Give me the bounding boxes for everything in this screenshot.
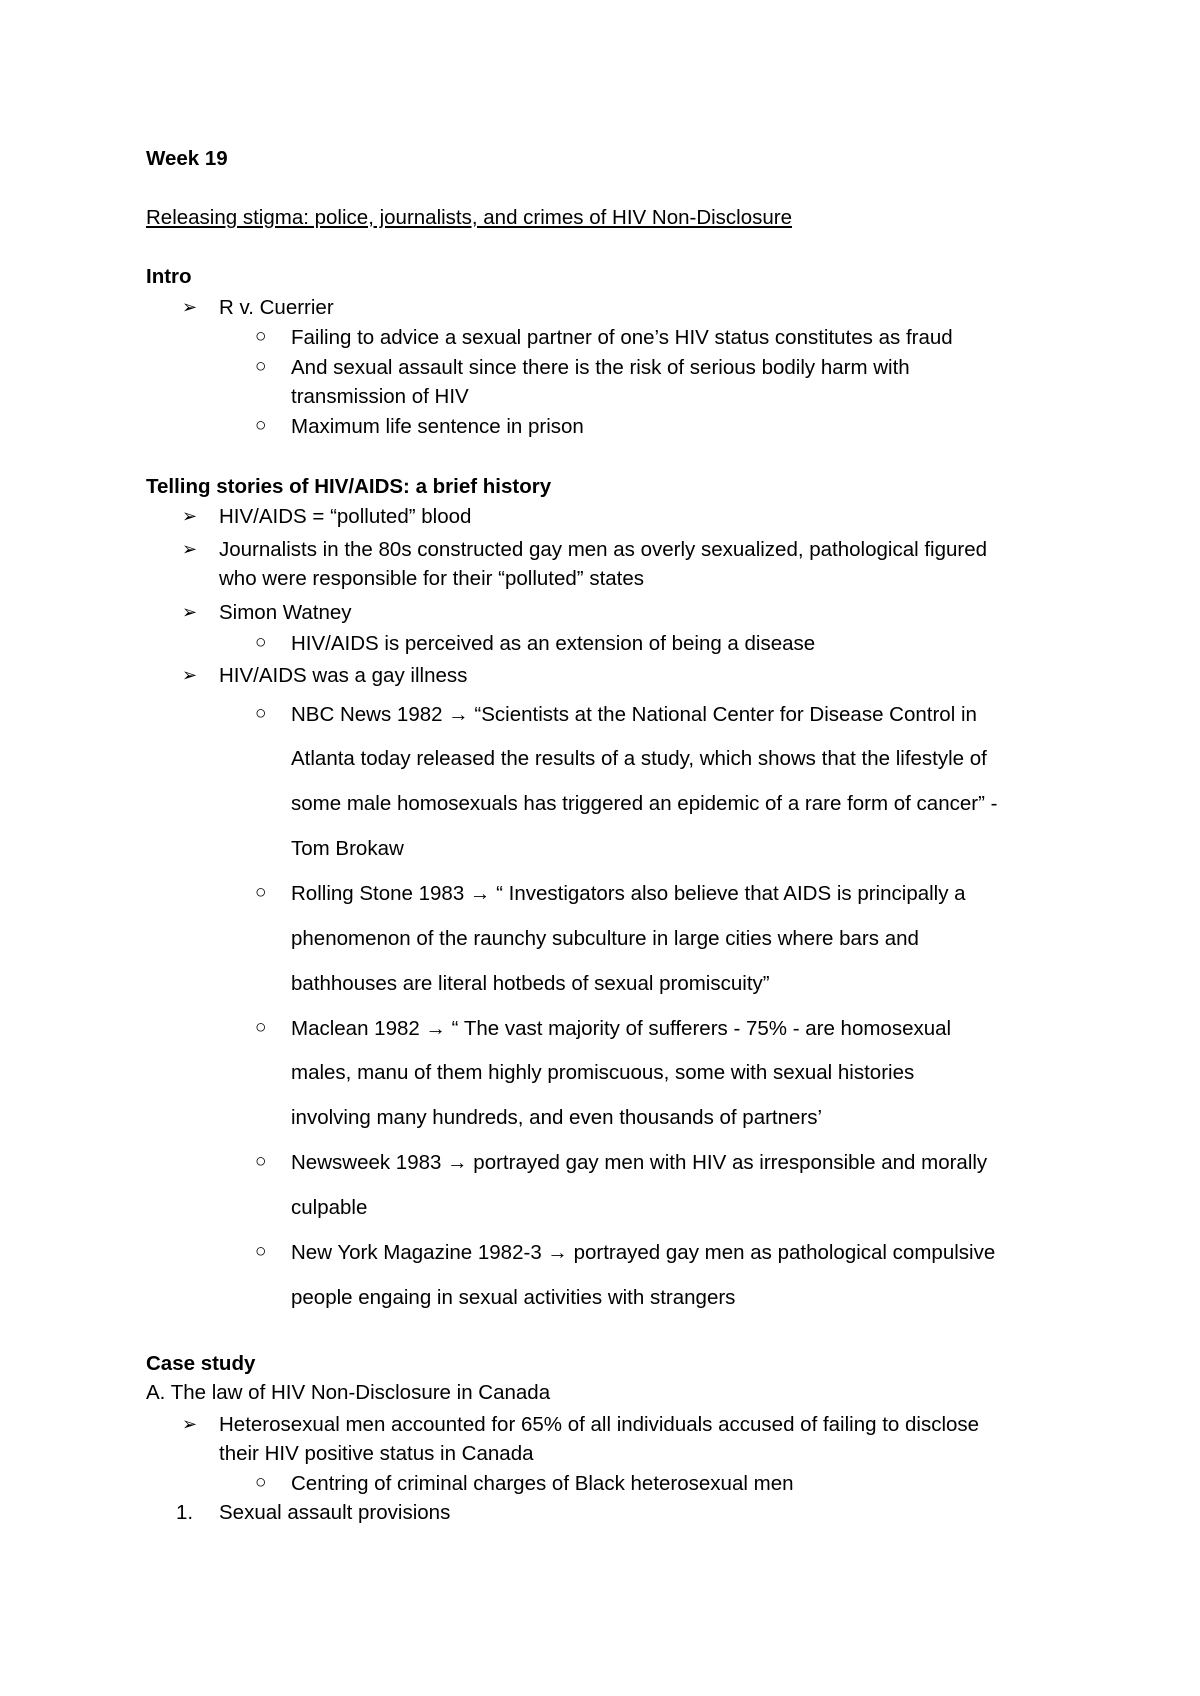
arrow-bullet-icon: ➢ — [182, 665, 198, 685]
numbered-list-item: Sexual assault provisions — [219, 1501, 451, 1524]
quote-line: Newsweek 1983 → portrayed gay men with HIV as irresponsible and morally — [291, 1151, 988, 1174]
circle-bullet-icon: ○ — [255, 1472, 267, 1493]
quote-line: males, manu of them highly promiscuous, some with sexual histories — [291, 1061, 915, 1084]
circle-bullet-icon: ○ — [255, 1241, 267, 1262]
list-item: R v. Cuerrier — [219, 296, 334, 319]
case-subheading: A. The law of HIV Non-Disclosure in Canada — [146, 1381, 551, 1404]
week-heading: Week 19 — [146, 147, 228, 170]
arrow-bullet-icon: ➢ — [182, 506, 198, 526]
list-item-continued: transmission of HIV — [291, 385, 469, 408]
arrow-bullet-icon: ➢ — [182, 539, 198, 559]
quote-line: bathhouses are literal hotbeds of sexual promiscuity” — [291, 972, 770, 995]
list-item: HIV/AIDS was a gay illness — [219, 664, 468, 687]
list-item: Failing to advice a sexual partner of one’s HIV status constitutes as fraud — [291, 326, 953, 349]
document-title: Releasing stigma: police, journalists, and crimes of HIV Non-Disclosure — [146, 206, 793, 229]
list-item: And sexual assault since there is the risk of serious bodily harm with — [291, 356, 910, 379]
list-item: Maximum life sentence in prison — [291, 415, 584, 438]
quote-line: Rolling Stone 1983 → “ Investigators also believe that AIDS is principally a — [291, 882, 966, 905]
list-item-continued: who were responsible for their “polluted” states — [219, 567, 645, 590]
list-item: HIV/AIDS = “polluted” blood — [219, 505, 472, 528]
quote-line: some male homosexuals has triggered an epidemic of a rare form of cancer” - — [291, 792, 998, 815]
list-item: Centring of criminal charges of Black heterosexual men — [291, 1472, 794, 1495]
arrow-bullet-icon: ➢ — [182, 297, 198, 317]
quote-line: involving many hundreds, and even thousands of partners’ — [291, 1106, 823, 1129]
quote-line: Atlanta today released the results of a study, which shows that the lifestyle of — [291, 747, 987, 770]
arrow-bullet-icon: ➢ — [182, 602, 198, 622]
quote-line: Tom Brokaw — [291, 837, 404, 860]
list-item: Simon Watney — [219, 601, 352, 624]
circle-bullet-icon: ○ — [255, 326, 267, 347]
list-item: Journalists in the 80s constructed gay men as overly sexualized, pathological figured — [219, 538, 988, 561]
circle-bullet-icon: ○ — [255, 356, 267, 377]
circle-bullet-icon: ○ — [255, 1017, 267, 1038]
list-item: HIV/AIDS is perceived as an extension of being a disease — [291, 632, 816, 655]
numbered-list-marker: 1. — [176, 1501, 194, 1524]
history-heading: Telling stories of HIV/AIDS: a brief history — [146, 475, 552, 498]
quote-line: people engaing in sexual activities with strangers — [291, 1286, 736, 1309]
case-study-heading: Case study — [146, 1352, 256, 1375]
circle-bullet-icon: ○ — [255, 1151, 267, 1172]
circle-bullet-icon: ○ — [255, 415, 267, 436]
quote-line: Maclean 1982 → “ The vast majority of sufferers - 75% - are homosexual — [291, 1017, 952, 1040]
arrow-bullet-icon: ➢ — [182, 1414, 198, 1434]
quote-line: New York Magazine 1982-3 → portrayed gay men as pathological compulsive — [291, 1241, 996, 1264]
quote-line: culpable — [291, 1196, 368, 1219]
circle-bullet-icon: ○ — [255, 632, 267, 653]
quote-line: NBC News 1982 → “Scientists at the National Center for Disease Control in — [291, 703, 977, 726]
list-item-continued: their HIV positive status in Canada — [219, 1442, 534, 1465]
circle-bullet-icon: ○ — [255, 882, 267, 903]
circle-bullet-icon: ○ — [255, 703, 267, 724]
quote-line: phenomenon of the raunchy subculture in large cities where bars and — [291, 927, 919, 950]
intro-heading: Intro — [146, 265, 192, 288]
list-item: Heterosexual men accounted for 65% of all individuals accused of failing to disclose — [219, 1413, 980, 1436]
